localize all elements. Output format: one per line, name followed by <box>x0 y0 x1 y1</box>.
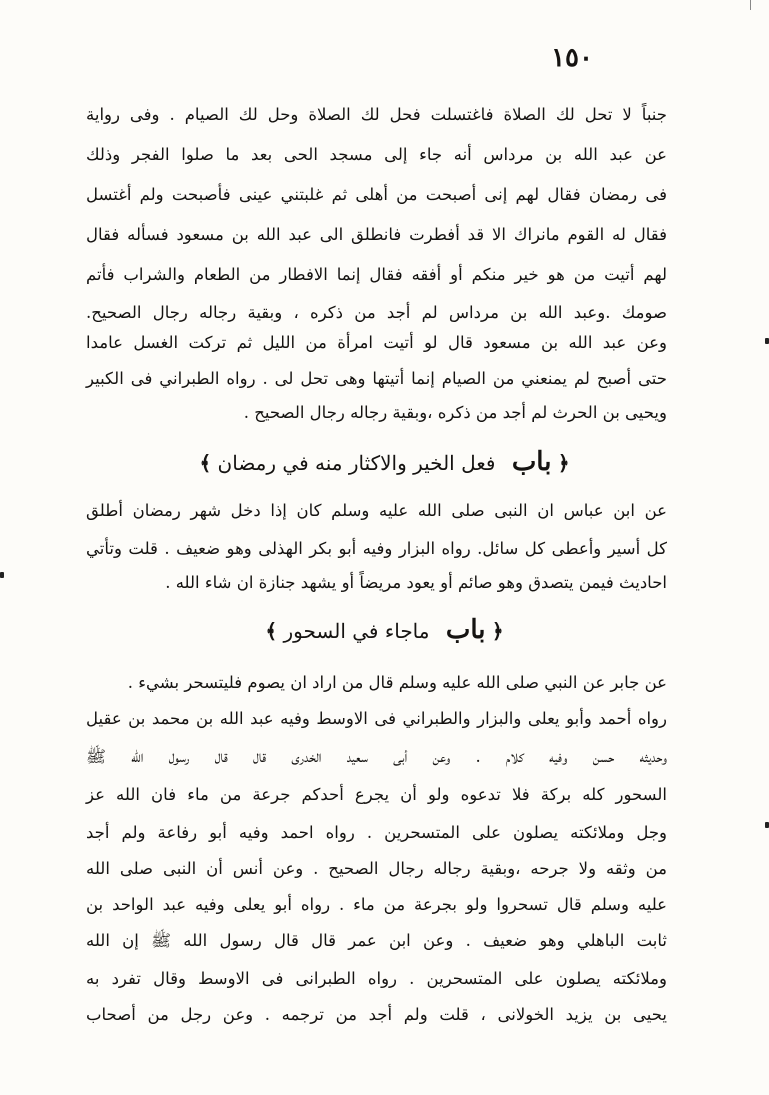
heading-bracket-open: ﴿ <box>491 619 504 643</box>
text-line: يحيى بن يزيد الخولانى ، قلت ولم أجد من ترجمه . وعن رجل من أصحاب <box>86 1005 667 1024</box>
page-number: ١٥٠ <box>551 43 593 73</box>
text-line: احاديث فيمن يتصدق وهو صائم أو يعود مريضاً أو يشهد جنازة ان شاء الله . <box>165 573 667 592</box>
heading-bab: باب <box>511 447 552 477</box>
section-heading <box>100 440 669 484</box>
margin-mark <box>765 338 769 344</box>
heading-title: ماجاء في السحور <box>283 619 430 643</box>
text-line: رواه أحمد وأبو يعلى والبزار والطبراني فى الاوسط وفيه عبد الله بن محمد بن عقيل <box>86 709 667 728</box>
heading-bracket-close: ﴾ <box>199 451 212 475</box>
text-line: عن عبد الله بن مرداس أنه جاء إلى مسجد الحى بعد ما صلوا الفجر وذلك <box>86 145 667 164</box>
text-line: حتى أصبح لم يمنعني من الصيام إنما أتيتها وهى تحل لى . رواه الطبراني فى الكبير <box>86 369 667 388</box>
heading-bracket-close: ﴾ <box>265 619 278 643</box>
text-line: لهم أتيت من هو خير منكم أو أفقه فقال إنما الافطار من الطعام والشراب فأتم <box>86 265 667 284</box>
margin-mark <box>765 822 769 828</box>
text-line: ثابت الباهلي وهو ضعيف . وعن ابن عمر قال قال رسول الله ﷺ إن الله <box>86 931 667 950</box>
text-line: وملائكته يصلون على المتسحرين . رواه الطبرانى فى الاوسط وقال تفرد به <box>86 969 667 988</box>
text-line: جنباً لا تحل لك الصلاة فاغتسلت فحل لك الصلاة وحل لك الصيام . وفى رواية <box>86 105 667 124</box>
text-line: من وثقه ولا جرحه ،وبقية رجاله رجال الصحيح . وعن أنس أن النبى صلى الله <box>86 859 667 878</box>
text-line: عن جابر عن النبي صلى الله عليه وسلم قال من اراد ان يصوم فليتسحر بشيء . <box>127 673 667 692</box>
text-line: عن ابن عباس ان النبى صلى الله عليه وسلم كان إذا دخل شهر رمضان أطلق <box>86 501 667 520</box>
heading-bracket-open: ﴿ <box>557 451 570 475</box>
section-heading <box>100 608 669 652</box>
text-line: وجل وملائكته يصلون على المتسحرين . رواه احمد وفيه أبو رفاعة ولم أجد <box>86 823 667 842</box>
text-line: ويحيى بن الحرث لم أجد من ذكره ،وبقية رجاله رجال الصحيح . <box>243 403 667 422</box>
text-line: عليه وسلم قال تسحروا ولو بجرعة من ماء . رواه أبو يعلى وفيه عبد الواحد بن <box>86 895 667 914</box>
margin-mark <box>0 572 4 578</box>
text-line: فقال له القوم مانراك الا قد أفطرت فانطلق الى عبد الله بن مسعود فسأله فقال <box>86 225 667 244</box>
text-line: صومك .وعبد الله بن مرداس لم أجد من ذكره ، وبقية رجاله رجال الصحيح. <box>86 303 667 322</box>
scan-edge-mark <box>750 0 751 10</box>
text-line: وعن عبد الله بن مسعود قال لو أتيت امرأة من الليل ثم تركت الغسل عامدا <box>86 333 667 352</box>
text-line: فى رمضان فقال لهم إنى أصبحت من أهلى ثم غلبتني عينى فأصبحت ولم أغتسل <box>86 185 667 204</box>
text-line: السحور كله بركة فلا تدعوه ولو أن يجرع أحدكم جرعة من ماء فان الله عز <box>86 785 667 804</box>
heading-title: فعل الخير والاكثار منه في رمضان <box>217 451 496 475</box>
text-line: وحديثه حسن وفيه كلام . وعن أبى سعيد الخدرى قال قال رسول الله ﷺ <box>86 747 667 766</box>
text-line: كل أسير وأعطى كل سائل. رواه البزار وفيه أبو بكر الهذلى وهو ضعيف . قلت وتأتي <box>86 539 667 558</box>
heading-bab: باب <box>445 615 486 645</box>
